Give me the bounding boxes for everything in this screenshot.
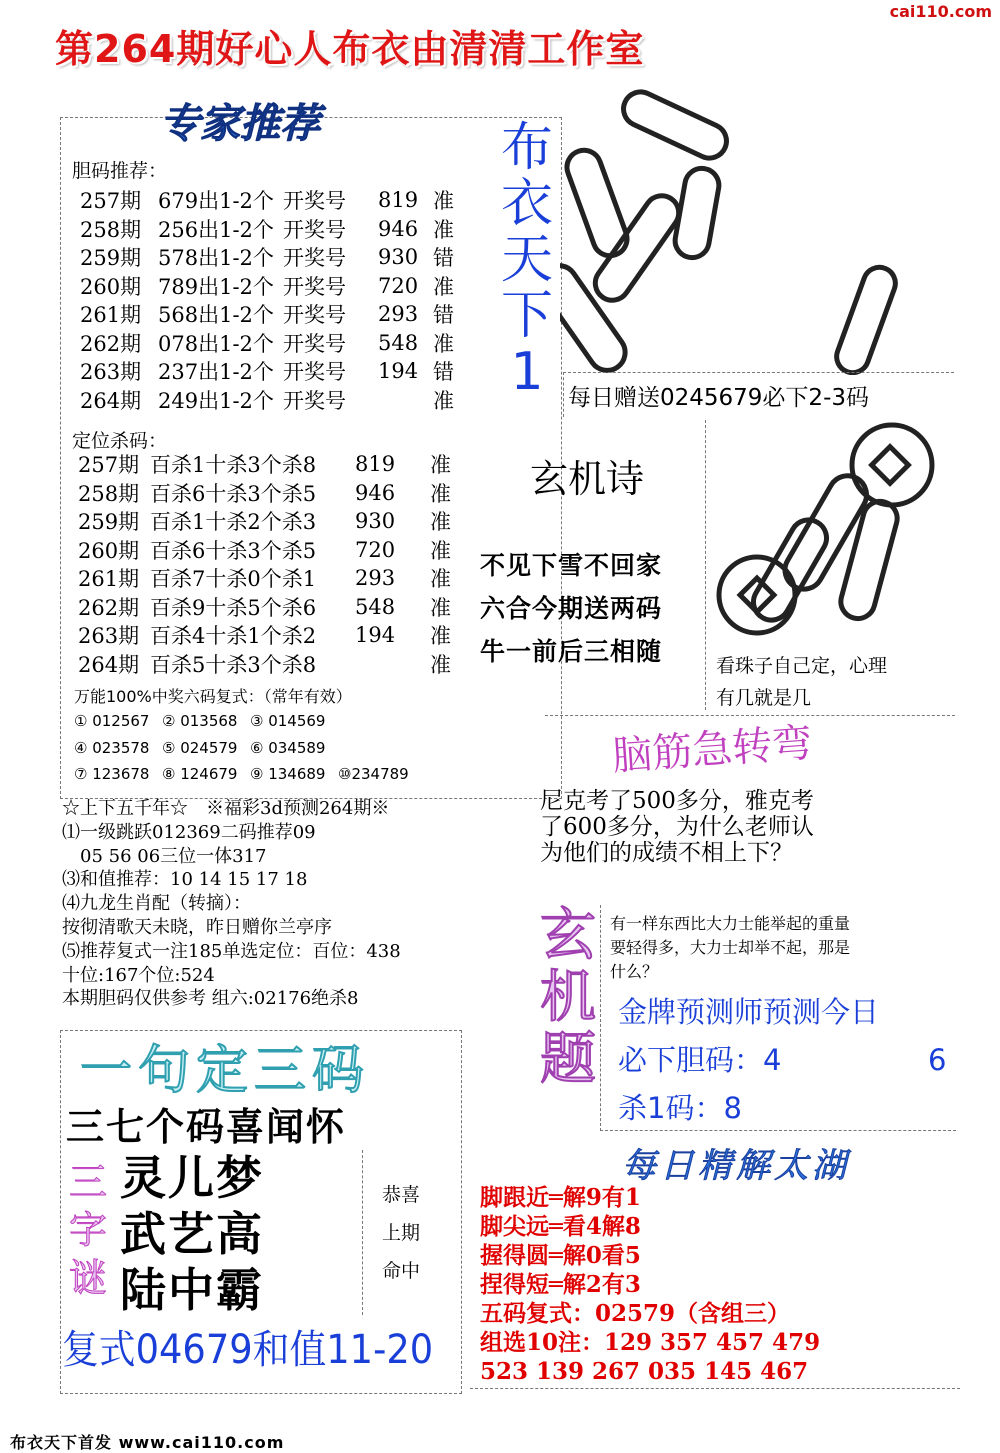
kill-row	[78, 479, 460, 508]
dan-cell: 准	[433, 274, 454, 299]
kill-cell: 准	[430, 510, 451, 535]
kill-cell: 百杀7十杀0个杀1	[150, 567, 317, 592]
dan-cell: 准	[433, 217, 454, 242]
chain-link-icon	[820, 255, 910, 375]
forecast-line: ⑷九龙生肖配（转摘）：	[62, 893, 251, 915]
footer-text: 布衣天下首发 www.cai110.com	[10, 1433, 285, 1452]
dan-cell: 789出1-2个	[158, 274, 274, 299]
dan-cell: 548	[378, 330, 419, 355]
taihu-line: 握得圆═解0看5	[480, 1242, 641, 1269]
dan-cell: 开奖号	[283, 388, 346, 413]
riddle-line: 了600多分，为什么老师认	[540, 814, 814, 840]
taihu-line: 脚尖远═看4解8	[480, 1213, 641, 1240]
kill-cell: 准	[430, 567, 451, 592]
kill-cell: 257期	[78, 453, 140, 478]
combo-item: ② 013568	[162, 712, 238, 730]
dan-title: 胆码推荐：	[72, 160, 168, 182]
dan-cell: 开奖号	[283, 303, 346, 328]
kill-cell: 548	[355, 594, 396, 619]
expert-banner: 专家推荐	[160, 101, 320, 147]
taihu-banner: 每日精解太湖	[622, 1146, 850, 1186]
combo-item: ⑥ 034589	[250, 738, 326, 757]
poem-line: 牛一前后三相随	[480, 637, 663, 666]
poem-lines	[480, 546, 662, 675]
kill-cell: 259期	[78, 510, 140, 535]
dan-cell: 准	[433, 189, 454, 214]
kill-cell: 准	[430, 652, 451, 677]
riddle-line: 为他们的成绩不相上下？	[540, 840, 793, 866]
san-zi-mi-char: 谜	[68, 1256, 107, 1300]
buyi-char: 1	[510, 342, 544, 402]
taihu-divider	[470, 1388, 960, 1389]
dan-cell: 078出1-2个	[158, 331, 274, 356]
dan-cell: 259期	[80, 246, 142, 271]
congrats-line: 上期	[382, 1222, 421, 1244]
fushi-sum-line: 复式04679和值11-20	[62, 1327, 434, 1373]
poem-line: 不见下雪不回家	[480, 551, 663, 580]
kill-one-num: 8	[723, 1091, 742, 1125]
kill-cell: 293	[355, 566, 396, 591]
forecast-line: ☆上下五千年☆ ※福彩3d预测264期※	[62, 798, 390, 819]
xuanji-char: 玄	[540, 903, 596, 968]
poem-hint-line: 有几就是几	[716, 687, 812, 709]
forecast-line: ⑴一级跳跃012369二码推荐09	[62, 821, 316, 843]
dan-cell: 261期	[80, 303, 142, 328]
kill-cell: 260期	[78, 538, 140, 563]
kill-cell: 百杀4十杀1个杀2	[150, 624, 317, 649]
kill-cell: 930	[355, 509, 396, 534]
xuanji-question-line: 什么？	[610, 962, 659, 981]
congrats-text	[382, 1176, 420, 1290]
kill-cell: 百杀9十杀5个杀6	[150, 595, 317, 620]
poem-line: 六合今期送两码	[480, 594, 663, 623]
kill-row	[78, 650, 460, 679]
poem-hint	[716, 650, 887, 714]
taihu-line: 捏得短═解2有3	[480, 1271, 641, 1298]
dan-cell: 256出1-2个	[158, 217, 274, 242]
dan-cell: 准	[433, 331, 454, 356]
kill-cell: 准	[430, 538, 451, 563]
dan-row	[80, 243, 463, 272]
taihu-line: 五码复式：02579（含组三）	[480, 1300, 791, 1327]
kill-one-line	[618, 1086, 742, 1127]
dan-cell: 257期	[80, 189, 142, 214]
kill-cell: 194	[355, 623, 396, 648]
combo-item: ⑤ 024579	[162, 738, 238, 757]
xuanji-vertical-title	[537, 905, 599, 1091]
kill-cell: 263期	[78, 624, 140, 649]
kill-cell: 百杀1十杀2个杀3	[150, 510, 317, 535]
kill-cell: 准	[430, 453, 451, 478]
san-zi-mi-char: 三	[68, 1160, 107, 1204]
dan-cell: 开奖号	[283, 217, 346, 242]
dan-cell: 194	[378, 359, 419, 384]
kill-cell: 百杀6十杀3个杀5	[150, 538, 317, 563]
coins-beads-icon	[712, 420, 957, 645]
dan-cell: 293	[378, 302, 419, 327]
kill-row	[78, 621, 460, 650]
dan-cell: 开奖号	[283, 274, 346, 299]
dan-row	[80, 329, 463, 358]
kill-one-label: 杀1码：	[618, 1091, 724, 1125]
combo-item: ③ 014569	[250, 712, 326, 730]
kill-row	[78, 536, 460, 565]
congrats-line: 恭喜	[382, 1184, 421, 1206]
kill-cell: 258期	[78, 481, 140, 506]
dan-cell: 819	[378, 188, 419, 213]
dan-row	[80, 186, 463, 215]
kill-table	[78, 450, 460, 678]
kill-cell: 百杀1十杀3个杀8	[150, 453, 317, 478]
dan-cell: 错	[433, 303, 454, 328]
riddle-word: 灵儿梦	[120, 1151, 264, 1205]
kill-cell: 261期	[78, 567, 140, 592]
kill-cell: 264期	[78, 652, 140, 677]
kill-row	[78, 507, 460, 536]
kill-cell: 百杀5十杀3个杀8	[150, 652, 317, 677]
dan-row	[80, 300, 463, 329]
dan-cell: 578出1-2个	[158, 246, 274, 271]
congrats-line: 命中	[382, 1260, 421, 1282]
forecast-line: 十位:167个位:524	[62, 964, 215, 986]
dan-row	[80, 272, 463, 301]
must-dan-label: 必下胆码：	[618, 1043, 764, 1077]
dan-cell: 679出1-2个	[158, 189, 274, 214]
taihu-lines	[480, 1183, 820, 1386]
riddle-text	[540, 788, 814, 866]
combo-row	[74, 735, 426, 762]
xuanji-question-line: 有一样东西比大力士能举起的重量	[610, 914, 851, 933]
kill-cell: 百杀6十杀3个杀5	[150, 481, 317, 506]
riddle-word: 武艺高	[120, 1207, 264, 1261]
dan-cell: 568出1-2个	[158, 303, 274, 328]
san-zi-mi-char: 字	[68, 1208, 107, 1252]
forecast-line: 05 56 06三位一体317	[62, 845, 267, 867]
xuanji-question	[610, 912, 850, 984]
poem-title: 玄机诗	[530, 457, 645, 501]
dan-cell: 开奖号	[283, 246, 346, 271]
poem-hint-line: 看珠子自己定，心理	[716, 655, 888, 677]
dan-row	[80, 386, 463, 415]
xuanji-char: 题	[540, 1027, 596, 1092]
dan-cell: 946	[378, 216, 419, 241]
combo-row	[74, 708, 426, 735]
buyi-vertical-title	[497, 120, 557, 400]
forecast-line: 按彻清歌天未晓，昨日赠你兰亭序	[62, 916, 332, 938]
kill-cell: 准	[430, 624, 451, 649]
taihu-line: 脚跟近═解9有1	[480, 1184, 641, 1211]
riddle-word: 陆中霸	[120, 1263, 264, 1317]
dan-cell: 开奖号	[283, 360, 346, 385]
riddle-words	[120, 1150, 264, 1318]
riddle-banner: 脑筋急转弯	[610, 720, 814, 780]
dan-cell: 开奖号	[283, 189, 346, 214]
dan-row	[80, 357, 463, 386]
forecast-line: ⑶和值推荐：10 14 15 17 18	[62, 869, 308, 891]
dan-cell: 720	[378, 273, 419, 298]
dan-cell: 263期	[80, 360, 142, 385]
san-zi-mi-vertical	[62, 1158, 114, 1302]
dan-cell: 249出1-2个	[158, 388, 274, 413]
gold-predictor-text: 金牌预测师预测今日	[618, 995, 880, 1029]
taihu-line: 组选10注：129 357 457 479	[480, 1329, 821, 1356]
buyi-char: 下	[500, 286, 553, 346]
dan-cell: 错	[433, 246, 454, 271]
dan-cell: 262期	[80, 331, 142, 356]
combo-list	[74, 708, 426, 788]
dan-cell: 258期	[80, 217, 142, 242]
must-dan-num-1: 4	[763, 1043, 782, 1077]
page-title: 第264期好心人布衣由清清工作室	[55, 27, 645, 71]
dan-table	[80, 186, 463, 414]
one-line-banner: 一句定三码	[80, 1041, 371, 1101]
taihu-line: 523 139 267 035 145 467	[480, 1358, 809, 1385]
combo-item: ④ 023578	[74, 738, 150, 757]
one-line-phrase: 三七个码喜闻怀	[66, 1105, 347, 1149]
combo-item: ⑨ 134689	[250, 765, 326, 783]
kill-cell: 准	[430, 481, 451, 506]
combo-item: ⑧ 124679	[162, 765, 238, 783]
kill-cell: 准	[430, 595, 451, 620]
dan-cell: 准	[433, 388, 454, 413]
kill-row	[78, 450, 460, 479]
combo-title: 万能100%中奖六码复式：（常年有效）	[74, 687, 352, 706]
kill-title: 定位杀码：	[72, 430, 168, 452]
dan-cell: 开奖号	[283, 331, 346, 356]
chain-illustration-icon	[560, 88, 742, 378]
dan-cell: 错	[433, 360, 454, 385]
dan-cell: 237出1-2个	[158, 360, 274, 385]
forecast-line: ⑸推荐复式一注185单选定位：百位：438	[62, 940, 401, 962]
dan-row	[80, 215, 463, 244]
dan-cell: 264期	[80, 388, 142, 413]
site-logo-text: cai110.com	[889, 2, 992, 21]
riddle-line: 尼克考了500多分，雅克考	[540, 788, 814, 814]
must-dan-num-2: 6	[928, 1043, 947, 1077]
kill-row	[78, 593, 460, 622]
combo-item: ⑦ 123678	[74, 765, 150, 783]
combo-item: ⑩234789	[338, 765, 409, 783]
xuanji-question-line: 要轻得多，大力士却举不起，那是	[610, 938, 851, 957]
daily-gift-text: 每日赠送0245679必下2-3码	[568, 385, 869, 411]
buyi-char: 天	[500, 230, 553, 290]
buyi-char: 衣	[500, 174, 553, 234]
dan-cell: 930	[378, 245, 419, 270]
combo-item: ① 012567	[74, 712, 150, 730]
buyi-char: 布	[500, 118, 553, 178]
must-dan-line	[618, 1038, 946, 1079]
kill-cell: 946	[355, 480, 396, 505]
forecast-list	[62, 797, 401, 1011]
dan-cell: 260期	[80, 274, 142, 299]
kill-cell: 720	[355, 537, 396, 562]
kill-cell: 819	[355, 452, 396, 477]
combo-row	[74, 761, 426, 788]
xuanji-char: 机	[540, 965, 596, 1030]
kill-cell: 262期	[78, 595, 140, 620]
kill-row	[78, 564, 460, 593]
forecast-line: 本期胆码仅供参考 组六:02176绝杀8	[62, 988, 359, 1010]
